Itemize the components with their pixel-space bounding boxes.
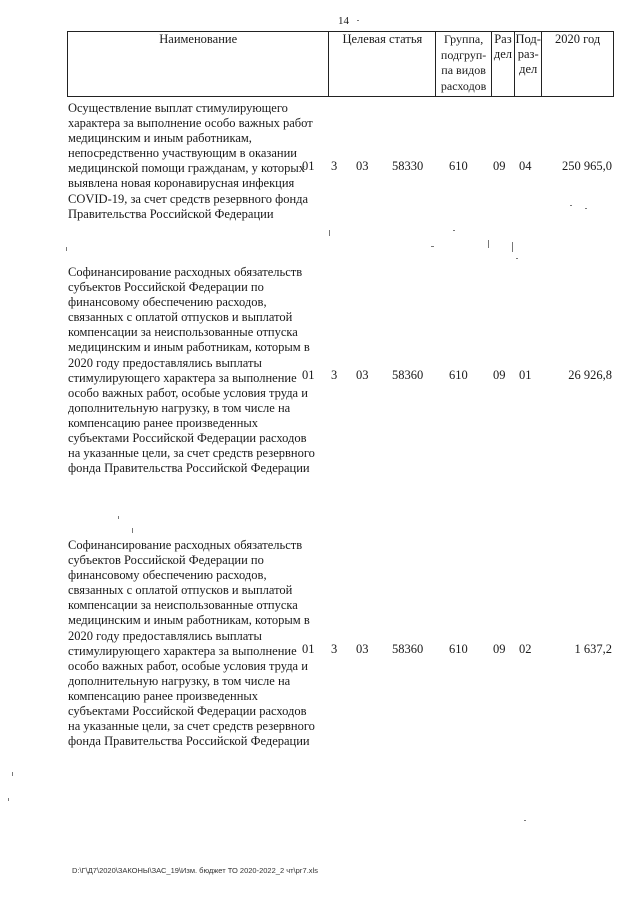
scan-speck [431, 246, 434, 247]
description-line: Осуществление выплат стимулирующего [68, 101, 288, 115]
description-line: стимулирующего характера за выполнение [68, 643, 297, 658]
scan-speck [132, 528, 133, 533]
header-subsection [515, 32, 542, 97]
program-code: 01 [302, 368, 315, 382]
scan-speck [516, 258, 518, 259]
section-code: 09 [493, 642, 506, 656]
header-section-line: дел [493, 47, 513, 61]
description-line: субъектов Российской Федерации по [68, 553, 264, 568]
scan-speck [488, 240, 489, 248]
scan-speck [512, 242, 513, 252]
description-line: особо важных работ, особые условия труда и [68, 658, 308, 673]
description-line: дополнительную нагрузку, в том числе на [68, 673, 291, 688]
direction-code: 03 [356, 642, 369, 656]
header-target-article: Целевая статья [329, 32, 436, 97]
description-line: дополнительную нагрузку, в том числе на [68, 400, 291, 415]
group-code: 610 [449, 368, 468, 382]
description-line: стимулирующего характера за выполнение [68, 370, 297, 385]
description-line: связанных с оплатой отпусков и выплатой [68, 583, 293, 598]
header-section-line: Раз [494, 32, 512, 46]
group-code: 610 [449, 159, 468, 173]
expense-code: 58360 [392, 368, 424, 382]
description-line: компенсации за неиспользованные отпуска [68, 325, 298, 340]
description-line: компенсацию ранее произведенных [68, 688, 259, 703]
description-line: компенсации за неиспользованные отпуска [68, 598, 298, 613]
scan-speck [357, 20, 359, 21]
description-line: особо важных работ, особые условия труда и [68, 385, 308, 400]
description-line: Софинансирование расходных обязательств [68, 265, 303, 279]
expense-code: 58360 [392, 642, 424, 656]
subprogram-code: 3 [331, 642, 338, 656]
description-line: финансовому обеспечению расходов, [68, 568, 267, 583]
header-section [491, 32, 514, 97]
description-line: непосредственно участвующим в оказании [68, 146, 297, 161]
description-line: Софинансирование расходных обязательств [68, 538, 303, 552]
description-line: COVID-19, за счет средств резервного фонда [68, 191, 309, 206]
header-subsection-line: дел [519, 62, 538, 76]
scan-speck [118, 516, 119, 519]
description-line: медицинским и иным работникам, которым в [68, 613, 310, 628]
scan-speck [8, 798, 9, 801]
scan-speck [329, 230, 330, 236]
description-line: субъектов Российской Федерации по [68, 280, 264, 295]
page-number: 14 [338, 15, 349, 27]
subsection-code: 04 [519, 159, 532, 173]
description-line: финансовому обеспечению расходов, [68, 295, 267, 310]
expense-code: 58330 [392, 159, 424, 173]
program-code: 01 [302, 159, 315, 173]
subprogram-code: 3 [331, 368, 338, 382]
row-codes [0, 159, 640, 175]
description-line: субъектами Российской Федерации расходов [68, 704, 307, 719]
scan-speck [453, 230, 455, 231]
description-line: фонда Правительства Российской Федерации [68, 734, 310, 749]
header-group-line: Группа, [444, 32, 484, 46]
description-line: 2020 году предоставлялись выплаты [68, 355, 262, 370]
description-line: субъектами Российской Федерации расходов [68, 431, 307, 446]
scan-speck [585, 208, 587, 209]
description-line: фонда Правительства Российской Федерации [68, 461, 310, 476]
amount: 250 965,0 [562, 159, 612, 173]
description-line: связанных с оплатой отпусков и выплатой [68, 310, 293, 325]
amount: 1 637,2 [574, 642, 612, 656]
description-line: 2020 году предоставлялись выплаты [68, 628, 262, 643]
row-codes [0, 642, 640, 658]
description-line: характера за выполнение особо важных работ [68, 116, 313, 131]
description-line: медицинским и иным работникам, которым в [68, 340, 310, 355]
program-code: 01 [302, 642, 315, 656]
subsection-code: 01 [519, 368, 532, 382]
header-group-line: расходов [440, 78, 487, 93]
scan-speck [524, 820, 526, 821]
description-line: на указанные цели, за счет средств резервного [68, 446, 315, 461]
header-subsection-line: раз- [517, 47, 539, 61]
header-group-line: па видов [441, 63, 486, 77]
subsection-code: 02 [519, 642, 532, 656]
description-line: медицинским и иным работникам, [68, 131, 252, 146]
file-path-footer: D:\Г\Д7\2020\ЗАКОНЫ\ЗАС_19\Изм. бюджет ТО 2020-2022_2 чт\рг7.xls [72, 866, 318, 875]
group-code: 610 [449, 642, 468, 656]
header-subsection-line: Под- [515, 32, 541, 46]
scan-speck [570, 205, 572, 206]
section-code: 09 [493, 159, 506, 173]
direction-code: 03 [356, 159, 369, 173]
header-name: Наименование [68, 32, 329, 97]
scan-speck [12, 772, 13, 776]
description-line: медицинской помощи гражданам, у которых [68, 161, 305, 176]
header-group [436, 32, 492, 97]
description-line: компенсацию ранее произведенных [68, 415, 259, 430]
description-line: на указанные цели, за счет средств резервного [68, 719, 315, 734]
table-header [67, 31, 614, 97]
row-codes [0, 368, 640, 384]
scan-speck [66, 247, 67, 251]
header-year: 2020 год [542, 32, 614, 97]
direction-code: 03 [356, 368, 369, 382]
description-line: выявлена новая коронавирусная инфекция [68, 176, 295, 191]
header-group-line: подгруп- [440, 47, 487, 62]
section-code: 09 [493, 368, 506, 382]
amount: 26 926,8 [568, 368, 612, 382]
subprogram-code: 3 [331, 159, 338, 173]
description-line: Правительства Российской Федерации [68, 206, 274, 221]
